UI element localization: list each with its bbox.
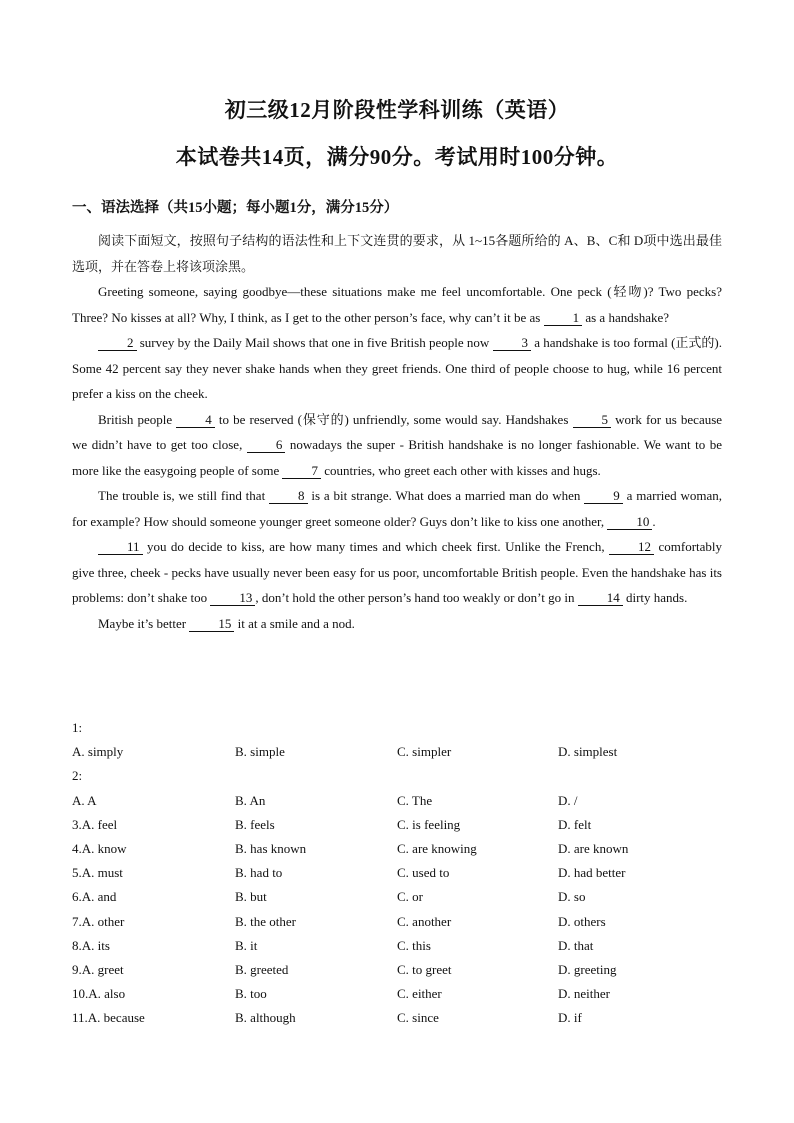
option-b: B. greeted: [235, 961, 289, 977]
option-a: 3.A. feel: [72, 816, 118, 832]
blank-5: 5: [573, 412, 612, 428]
option-c: C. simpler: [397, 744, 452, 760]
options-row: [72, 982, 732, 1006]
option-d: D. are known: [558, 840, 629, 856]
option-d: D. greeting: [558, 961, 617, 977]
option-b: B. but: [235, 889, 267, 905]
option-c: C. to greet: [397, 961, 452, 977]
paragraph-4: The trouble is, we still find that 8 is a bit strange. What does a married man do when 9 a married woman, for example? How should someone younger greet someone older? Guys don’t like to kiss one another, 10 .: [72, 488, 723, 529]
option-c: C. The: [397, 792, 433, 808]
option-a: 6.A. and: [72, 889, 117, 905]
blank-13: 13: [210, 590, 255, 606]
blank-12: 12: [609, 539, 654, 555]
blank-6: 6: [247, 437, 286, 453]
option-a: 11.A. because: [72, 1010, 145, 1026]
blank-9: 9: [584, 488, 623, 504]
option-c: C. another: [397, 913, 452, 929]
option-b: B. has known: [235, 840, 307, 856]
options-row: [72, 958, 732, 982]
option-b: B. An: [235, 792, 266, 808]
option-a: 4.A. know: [72, 840, 127, 856]
option-a: 7.A. other: [72, 913, 125, 929]
option-b: B. the other: [235, 913, 297, 929]
paragraph-5: 11 you do decide to kiss, are how many times and which cheek first. Unlike the French, 12 comfortably give three, cheek - pecks have usually never been easy for us poor, uncomfortable British people. Even the handshake has its problems: don’t shake too 13 , don’t hold the other person’s hand too weakly or don’t go in 14 dirty hands.: [72, 539, 723, 605]
options-row: [72, 885, 732, 909]
blank-3: 3: [493, 335, 532, 351]
option-c: C. are knowing: [397, 840, 477, 856]
options-row: [72, 861, 732, 885]
page-subtitle: 本试卷共14页，满分90分。考试用时100分钟。: [175, 145, 619, 169]
options-row: [72, 813, 732, 837]
blank-8: 8: [269, 488, 308, 504]
blank-11: 11: [98, 539, 143, 555]
option-d: D. had better: [558, 865, 626, 881]
option-a: 5.A. must: [72, 865, 123, 881]
question-label: 2:: [72, 768, 83, 784]
option-d: D. so: [558, 889, 586, 905]
paragraph-2: 2 survey by the Daily Mail shows that one in five British people now 3 a handshake is too formal (正式的). Some 42 percent say they never shake hands when they greet friends. One third of people choose to hug, while 16 percent prefer a kiss on the cheek.: [72, 335, 722, 401]
option-d: D. others: [558, 913, 606, 929]
option-a: 10.A. also: [72, 986, 126, 1002]
options-row: [72, 740, 732, 764]
option-a: A. simply: [72, 744, 124, 760]
option-c: C. since: [397, 1010, 439, 1026]
page-title: 初三级12月阶段性学科训练（英语）: [224, 98, 570, 122]
option-b: B. it: [235, 937, 258, 953]
options-row: [72, 910, 732, 934]
paragraph-6: Maybe it’s better 15 it at a smile and a nod.: [98, 615, 355, 631]
section-heading: 一、语法选择（共15小题；每小题1分，满分15分）: [72, 200, 399, 216]
blank-14: 14: [578, 590, 623, 606]
option-d: D. if: [558, 1010, 582, 1026]
blank-7: 7: [282, 463, 321, 479]
options-row: [72, 934, 732, 958]
option-c: C. either: [397, 986, 442, 1002]
blank-4: 4: [176, 412, 215, 428]
option-d: D. neither: [558, 986, 610, 1002]
options-row: [72, 837, 732, 861]
option-c: C. or: [397, 889, 423, 905]
option-b: B. had to: [235, 865, 283, 881]
instruction-text: 阅读下面短文，按照句子结构的语法性和上下文连贯的要求，从 1~15各题所给的 A、B、C和 D项中选出最佳选项，并在答卷上将该项涂黑。: [72, 233, 722, 274]
option-c: C. this: [397, 937, 431, 953]
option-d: D. felt: [558, 816, 592, 832]
blank-1: 1: [544, 310, 583, 326]
passage: [72, 228, 722, 636]
option-d: D. that: [558, 937, 594, 953]
blank-10: 10: [607, 514, 652, 530]
option-b: B. simple: [235, 744, 285, 760]
option-a: A. A: [72, 792, 97, 808]
paragraph-1: Greeting someone, saying goodbye—these situations make me feel uncomfortable. One peck (轻吻)? Two pecks? Three? No kisses at all? Why, I think, as I get to the other person’s face, why can’t it be as 1 as a handshake?: [72, 284, 722, 325]
question-label: 1:: [72, 720, 83, 735]
option-c: C. used to: [397, 865, 450, 881]
option-b: B. feels: [235, 816, 275, 832]
option-b: B. too: [235, 986, 267, 1002]
options-row: [72, 789, 732, 813]
options-row: [72, 1006, 732, 1030]
question-options: [72, 716, 732, 1030]
paragraph-3: British people 4 to be reserved (保守的) unfriendly, some would say. Handshakes 5 work for us because we didn’t have to get too close, 6 nowadays the super - British handshake is no longer fashionable. We want to be more like the easygoing people of some 7 countries, who greet each other with kisses and hugs.: [72, 411, 723, 478]
option-d: D. /: [558, 792, 578, 808]
blank-15: 15: [189, 616, 234, 632]
option-a: 8.A. its: [72, 937, 110, 953]
option-a: 9.A. greet: [72, 961, 124, 977]
option-d: D. simplest: [558, 744, 618, 760]
option-c: C. is feeling: [397, 816, 461, 832]
option-b: B. although: [235, 1010, 296, 1026]
blank-2: 2: [98, 335, 137, 351]
